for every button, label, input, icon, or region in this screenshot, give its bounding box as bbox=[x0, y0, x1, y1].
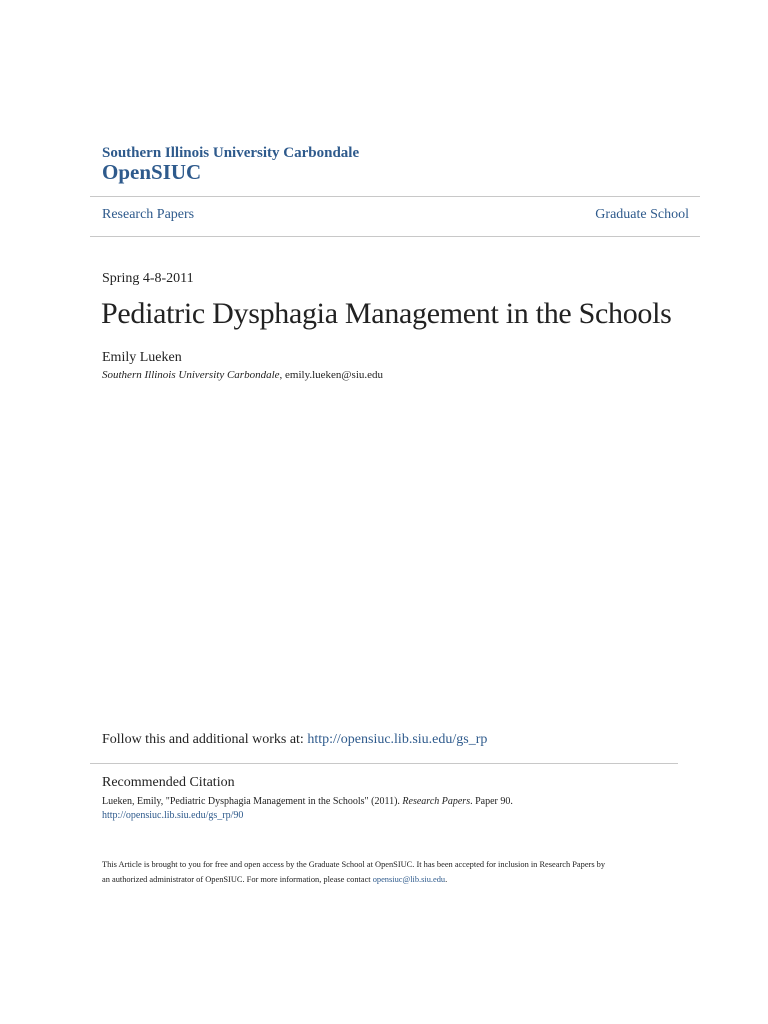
contact-email-link[interactable]: opensiuc@lib.siu.edu bbox=[372, 875, 446, 884]
author-name: Emily Lueken bbox=[102, 350, 182, 365]
research-papers-link[interactable]: Research Papers bbox=[102, 207, 195, 222]
notice-line-1: This Article is brought to you for free and open access by the Graduate School at OpenSIUC. It has been accepted for inclusion in Research Papers by bbox=[102, 860, 606, 869]
citation-text-before: Lueken, Emily, "Pediatric Dysphagia Management in the Schools" (2011). bbox=[102, 796, 403, 807]
follow-text: Follow this and additional works at: bbox=[102, 732, 308, 747]
publication-date: Spring 4-8-2011 bbox=[102, 271, 194, 286]
citation-series: Research Papers bbox=[402, 796, 471, 807]
citation-text-after: . Paper 90. bbox=[470, 796, 513, 807]
graduate-school-link[interactable]: Graduate School bbox=[595, 207, 689, 222]
affiliation-institution: Southern Illinois University Carbondale bbox=[102, 369, 280, 381]
notice-line-2-end: . bbox=[445, 875, 448, 884]
affiliation-separator: , bbox=[279, 369, 286, 381]
author-affiliation bbox=[102, 369, 383, 381]
institution-name: Southern Illinois University Carbondale bbox=[102, 145, 360, 161]
nav-divider bbox=[90, 236, 700, 237]
citation-text bbox=[102, 796, 513, 807]
collection-url-link[interactable]: http://opensiuc.lib.siu.edu/gs_rp bbox=[307, 732, 488, 747]
notice-line-2 bbox=[102, 872, 682, 887]
author-email: emily.lueken@siu.edu bbox=[285, 369, 384, 381]
citation-divider bbox=[90, 763, 678, 764]
header-divider bbox=[90, 196, 700, 197]
repository-name: OpenSIUC bbox=[102, 160, 202, 184]
citation-url-link[interactable]: http://opensiuc.lib.siu.edu/gs_rp/90 bbox=[102, 810, 244, 821]
citation-heading: Recommended Citation bbox=[102, 775, 235, 790]
article-title: Pediatric Dysphagia Management in the Schools bbox=[101, 297, 672, 330]
access-notice bbox=[102, 857, 682, 887]
follow-line bbox=[102, 732, 487, 748]
notice-line-2-text: an authorized administrator of OpenSIUC. For more information, please contact bbox=[102, 875, 373, 884]
